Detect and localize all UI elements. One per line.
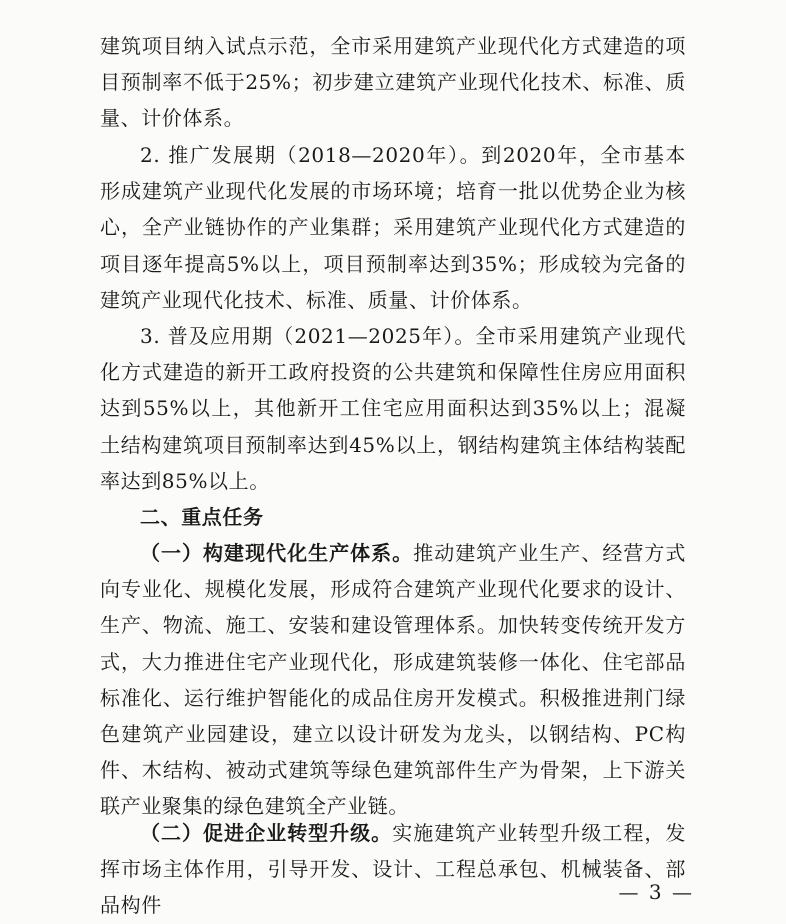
page-number: — 3 — <box>618 880 694 904</box>
paragraph-popularization-period: 3. 普及应用期（2021—2025年）。全市采用建筑产业现代化方式建造的新开工政府投资的公共建筑和保障性住房应用面积达到55%以上，其他新开工住宅应用面积达到35%以上；混凝土结构建筑项目预制率达到45%以上，钢结构建筑主体结构装配率达到85%以上。 <box>100 324 686 493</box>
task-1-lead: （一）构建现代化生产体系。 <box>140 541 414 565</box>
paragraph-promotion-period: 2. 推广发展期（2018—2020年）。到2020年，全市基本形成建筑产业现代化发展的市场环境；培育一批以优势企业为核心，全产业链协作的产业集群；采用建筑产业现代化方式建造的项目逐年提高5%以上，项目预制率达到35%；形成较为完备的建筑产业现代化技术、标准、质量、计价体系。 <box>100 143 686 312</box>
paragraph-pilot-continuation: 建筑项目纳入试点示范，全市采用建筑产业现代化方式建造的项目预制率不低于25%；初步建立建筑产业现代化技术、标准、质量、计价体系。 <box>100 34 686 131</box>
task-2-lead: （二）促进企业转型升级。 <box>140 821 393 845</box>
task-1-body: 推动建筑产业生产、经营方式向专业化、规模化发展，形成符合建筑产业现代化要求的设计、生产、物流、施工、安装和建设管理体系。加快转变传统开发方式，大力推进住宅产业现代化，形成建筑装修一体化、住宅部品标准化、运行维护智能化的成品住房开发模式。积极推进荆门绿色建筑产业园建设，建立以设计研发为龙头，以钢结构、PC构件、木结构、被动式建筑等绿色建筑部件生产为骨架，上下游关联产业聚集的绿色建筑全产业链。 <box>100 541 686 819</box>
task-2-body: 实施建筑产业转型升级工程，发挥市场主体作用，引导开发、设计、工程总承包、机械装备、部品构件 <box>100 821 686 918</box>
paragraph-task-1 <box>100 535 686 825</box>
section-heading: 二、重点任务 <box>140 505 264 529</box>
paragraph-task-2 <box>100 815 686 924</box>
